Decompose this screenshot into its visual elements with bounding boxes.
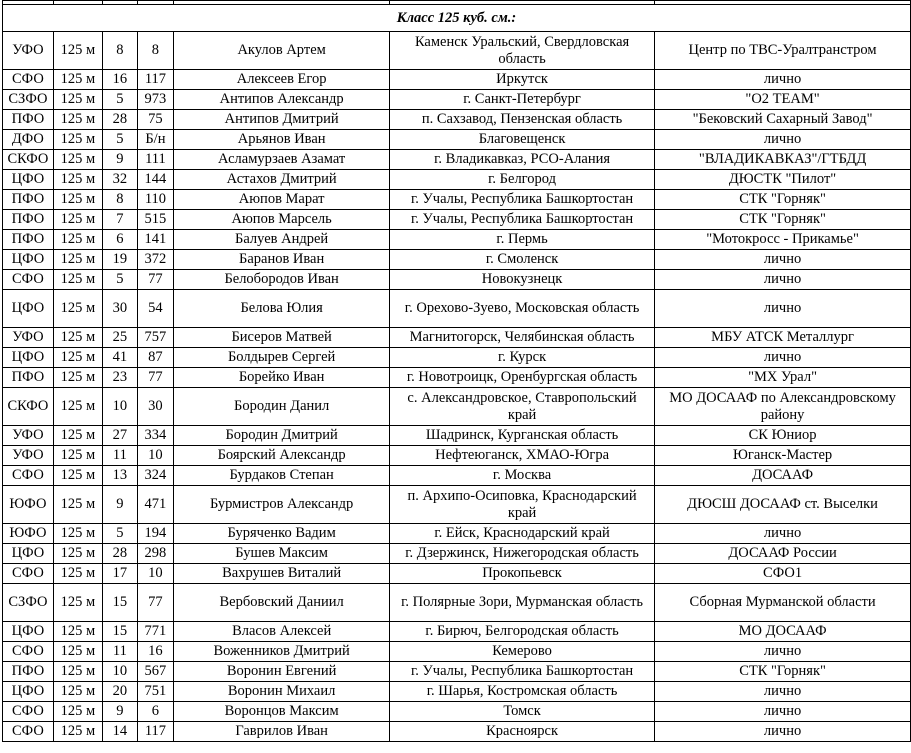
rider-name-cell: Бисеров Матвей bbox=[174, 328, 390, 348]
table-row bbox=[3, 328, 911, 348]
team-cell: ДЮСТК "Пилот" bbox=[655, 170, 911, 190]
table-row bbox=[3, 250, 911, 270]
rider-name-cell: Борейко Иван bbox=[174, 368, 390, 388]
city-cell: Шадринск, Курганская область bbox=[390, 426, 655, 446]
number-cell: 75 bbox=[137, 110, 174, 130]
team-cell: лично bbox=[655, 722, 911, 742]
number-cell: 757 bbox=[137, 328, 174, 348]
table-row bbox=[3, 426, 911, 446]
team-cell: МО ДОСААФ по Александровскому району bbox=[655, 388, 911, 426]
team-cell: ДЮСШ ДОСААФ ст. Выселки bbox=[655, 486, 911, 524]
age-cell: 8 bbox=[103, 190, 138, 210]
team-cell: лично bbox=[655, 70, 911, 90]
team-cell: Центр по ТВС-Уралтранстром bbox=[655, 32, 911, 70]
table-row bbox=[3, 230, 911, 250]
class-cell: 125 м bbox=[53, 622, 102, 642]
number-cell: Б/н bbox=[137, 130, 174, 150]
team-cell: лично bbox=[655, 130, 911, 150]
region-cell: ЦФО bbox=[3, 290, 54, 328]
number-cell: 8 bbox=[137, 32, 174, 70]
city-cell: г. Орехово-Зуево, Московская область bbox=[390, 290, 655, 328]
class-cell: 125 м bbox=[53, 524, 102, 544]
age-cell: 5 bbox=[103, 270, 138, 290]
rider-name-cell: Буряченко Вадим bbox=[174, 524, 390, 544]
class-cell: 125 м bbox=[53, 722, 102, 742]
team-cell: ДОСААФ bbox=[655, 466, 911, 486]
region-cell: СФО bbox=[3, 70, 54, 90]
age-cell: 9 bbox=[103, 150, 138, 170]
rider-name-cell: Акулов Артем bbox=[174, 32, 390, 70]
class-cell: 125 м bbox=[53, 388, 102, 426]
city-cell: г. Москва bbox=[390, 466, 655, 486]
table-row bbox=[3, 446, 911, 466]
rider-name-cell: Боярский Александр bbox=[174, 446, 390, 466]
rider-name-cell: Болдырев Сергей bbox=[174, 348, 390, 368]
region-cell: ЦФО bbox=[3, 170, 54, 190]
number-cell: 334 bbox=[137, 426, 174, 446]
number-cell: 10 bbox=[137, 564, 174, 584]
region-cell: СФО bbox=[3, 642, 54, 662]
class-cell: 125 м bbox=[53, 190, 102, 210]
age-cell: 32 bbox=[103, 170, 138, 190]
number-cell: 324 bbox=[137, 466, 174, 486]
class-cell: 125 м bbox=[53, 110, 102, 130]
city-cell: г. Бирюч, Белгородская область bbox=[390, 622, 655, 642]
rider-name-cell: Бушев Максим bbox=[174, 544, 390, 564]
city-cell: г. Курск bbox=[390, 348, 655, 368]
rider-name-cell: Алексеев Егор bbox=[174, 70, 390, 90]
number-cell: 54 bbox=[137, 290, 174, 328]
table-row bbox=[3, 90, 911, 110]
number-cell: 77 bbox=[137, 270, 174, 290]
rider-name-cell: Воронцов Максим bbox=[174, 702, 390, 722]
team-cell: лично bbox=[655, 524, 911, 544]
region-cell: ДФО bbox=[3, 130, 54, 150]
city-cell: г. Учалы, Республика Башкортостан bbox=[390, 662, 655, 682]
class-cell: 125 м bbox=[53, 150, 102, 170]
results-sheet bbox=[2, 0, 911, 742]
city-cell: г. Учалы, Республика Башкортостан bbox=[390, 210, 655, 230]
team-cell: лично bbox=[655, 642, 911, 662]
age-cell: 28 bbox=[103, 110, 138, 130]
age-cell: 5 bbox=[103, 90, 138, 110]
age-cell: 15 bbox=[103, 622, 138, 642]
city-cell: Иркутск bbox=[390, 70, 655, 90]
city-cell: г. Владикавказ, РСО-Алания bbox=[390, 150, 655, 170]
number-cell: 111 bbox=[137, 150, 174, 170]
results-table-body bbox=[3, 1, 911, 742]
region-cell: ЦФО bbox=[3, 622, 54, 642]
rider-name-cell: Бурдаков Степан bbox=[174, 466, 390, 486]
city-cell: г. Санкт-Петербург bbox=[390, 90, 655, 110]
age-cell: 10 bbox=[103, 662, 138, 682]
city-cell: Красноярск bbox=[390, 722, 655, 742]
team-cell: Сборная Мурманской области bbox=[655, 584, 911, 622]
city-cell: с. Александровское, Ставропольский край bbox=[390, 388, 655, 426]
rider-name-cell: Воронин Евгений bbox=[174, 662, 390, 682]
number-cell: 771 bbox=[137, 622, 174, 642]
class-cell: 125 м bbox=[53, 90, 102, 110]
region-cell: УФО bbox=[3, 32, 54, 70]
rider-name-cell: Бородин Данил bbox=[174, 388, 390, 426]
age-cell: 11 bbox=[103, 446, 138, 466]
city-cell: г. Белгород bbox=[390, 170, 655, 190]
number-cell: 144 bbox=[137, 170, 174, 190]
table-row bbox=[3, 642, 911, 662]
table-row bbox=[3, 388, 911, 426]
team-cell: "ВЛАДИКАВКАЗ"/ГТБДД bbox=[655, 150, 911, 170]
region-cell: СКФО bbox=[3, 150, 54, 170]
team-cell: лично bbox=[655, 270, 911, 290]
table-row bbox=[3, 130, 911, 150]
city-cell: г. Полярные Зори, Мурманская область bbox=[390, 584, 655, 622]
age-cell: 7 bbox=[103, 210, 138, 230]
class-cell: 125 м bbox=[53, 290, 102, 328]
table-row bbox=[3, 466, 911, 486]
team-cell: МО ДОСААФ bbox=[655, 622, 911, 642]
city-cell: Магнитогорск, Челябинская область bbox=[390, 328, 655, 348]
team-cell: СК Юниор bbox=[655, 426, 911, 446]
age-cell: 19 bbox=[103, 250, 138, 270]
age-cell: 9 bbox=[103, 702, 138, 722]
age-cell: 11 bbox=[103, 642, 138, 662]
table-row bbox=[3, 170, 911, 190]
age-cell: 9 bbox=[103, 486, 138, 524]
table-row bbox=[3, 662, 911, 682]
class-cell: 125 м bbox=[53, 642, 102, 662]
class-cell: 125 м bbox=[53, 32, 102, 70]
number-cell: 10 bbox=[137, 446, 174, 466]
age-cell: 27 bbox=[103, 426, 138, 446]
number-cell: 298 bbox=[137, 544, 174, 564]
table-row bbox=[3, 290, 911, 328]
team-cell: СТК "Горняк" bbox=[655, 210, 911, 230]
table-row bbox=[3, 270, 911, 290]
table-row bbox=[3, 486, 911, 524]
number-cell: 16 bbox=[137, 642, 174, 662]
number-cell: 77 bbox=[137, 584, 174, 622]
region-cell: ЦФО bbox=[3, 544, 54, 564]
team-cell: лично bbox=[655, 290, 911, 328]
region-cell: СКФО bbox=[3, 388, 54, 426]
class-cell: 125 м bbox=[53, 230, 102, 250]
table-row bbox=[3, 584, 911, 622]
city-cell: Нефтеюганск, ХМАО-Югра bbox=[390, 446, 655, 466]
age-cell: 6 bbox=[103, 230, 138, 250]
team-cell: ДОСААФ России bbox=[655, 544, 911, 564]
class-cell: 125 м bbox=[53, 662, 102, 682]
city-cell: г. Ейск, Краснодарский край bbox=[390, 524, 655, 544]
region-cell: УФО bbox=[3, 446, 54, 466]
table-row bbox=[3, 722, 911, 742]
region-cell: СФО bbox=[3, 466, 54, 486]
region-cell: СЗФО bbox=[3, 584, 54, 622]
class-cell: 125 м bbox=[53, 564, 102, 584]
age-cell: 5 bbox=[103, 524, 138, 544]
number-cell: 6 bbox=[137, 702, 174, 722]
age-cell: 14 bbox=[103, 722, 138, 742]
rider-name-cell: Аюпов Марат bbox=[174, 190, 390, 210]
class-cell: 125 м bbox=[53, 446, 102, 466]
class-cell: 125 м bbox=[53, 466, 102, 486]
table-row bbox=[3, 564, 911, 584]
table-row bbox=[3, 150, 911, 170]
age-cell: 10 bbox=[103, 388, 138, 426]
region-cell: ПФО bbox=[3, 368, 54, 388]
age-cell: 15 bbox=[103, 584, 138, 622]
number-cell: 194 bbox=[137, 524, 174, 544]
table-row bbox=[3, 622, 911, 642]
region-cell: УФО bbox=[3, 426, 54, 446]
city-cell: п. Сахзавод, Пензенская область bbox=[390, 110, 655, 130]
team-cell: лично bbox=[655, 682, 911, 702]
class-cell: 125 м bbox=[53, 170, 102, 190]
age-cell: 13 bbox=[103, 466, 138, 486]
city-cell: г. Новотроицк, Оренбургская область bbox=[390, 368, 655, 388]
team-cell: МБУ АТСК Металлург bbox=[655, 328, 911, 348]
class-heading-row bbox=[3, 5, 911, 32]
rider-name-cell: Вахрушев Виталий bbox=[174, 564, 390, 584]
region-cell: ЦФО bbox=[3, 250, 54, 270]
city-cell: г. Дзержинск, Нижегородская область bbox=[390, 544, 655, 564]
age-cell: 23 bbox=[103, 368, 138, 388]
class-cell: 125 м bbox=[53, 270, 102, 290]
age-cell: 41 bbox=[103, 348, 138, 368]
rider-name-cell: Баранов Иван bbox=[174, 250, 390, 270]
team-cell: "МХ Урал" bbox=[655, 368, 911, 388]
number-cell: 973 bbox=[137, 90, 174, 110]
number-cell: 30 bbox=[137, 388, 174, 426]
region-cell: СФО bbox=[3, 270, 54, 290]
rider-name-cell: Арьянов Иван bbox=[174, 130, 390, 150]
city-cell: Прокопьевск bbox=[390, 564, 655, 584]
age-cell: 5 bbox=[103, 130, 138, 150]
number-cell: 141 bbox=[137, 230, 174, 250]
region-cell: ПФО bbox=[3, 190, 54, 210]
region-cell: ЦФО bbox=[3, 348, 54, 368]
table-row bbox=[3, 524, 911, 544]
class-cell: 125 м bbox=[53, 70, 102, 90]
table-row bbox=[3, 348, 911, 368]
age-cell: 16 bbox=[103, 70, 138, 90]
rider-name-cell: Белова Юлия bbox=[174, 290, 390, 328]
age-cell: 28 bbox=[103, 544, 138, 564]
table-row bbox=[3, 70, 911, 90]
class-cell: 125 м bbox=[53, 682, 102, 702]
region-cell: ПФО bbox=[3, 662, 54, 682]
rider-name-cell: Гаврилов Иван bbox=[174, 722, 390, 742]
number-cell: 110 bbox=[137, 190, 174, 210]
rider-name-cell: Власов Алексей bbox=[174, 622, 390, 642]
results-table bbox=[2, 0, 911, 742]
number-cell: 117 bbox=[137, 722, 174, 742]
table-row bbox=[3, 682, 911, 702]
class-cell: 125 м bbox=[53, 544, 102, 564]
rider-name-cell: Аюпов Марсель bbox=[174, 210, 390, 230]
city-cell: Новокузнецк bbox=[390, 270, 655, 290]
class-cell: 125 м bbox=[53, 130, 102, 150]
rider-name-cell: Астахов Дмитрий bbox=[174, 170, 390, 190]
number-cell: 87 bbox=[137, 348, 174, 368]
team-cell: СТК "Горняк" bbox=[655, 190, 911, 210]
region-cell: ПФО bbox=[3, 210, 54, 230]
city-cell: Кемерово bbox=[390, 642, 655, 662]
rider-name-cell: Воронин Михаил bbox=[174, 682, 390, 702]
class-heading: Класс 125 куб. см.: bbox=[3, 5, 911, 32]
table-row bbox=[3, 210, 911, 230]
table-row bbox=[3, 368, 911, 388]
rider-name-cell: Бурмистров Александр bbox=[174, 486, 390, 524]
region-cell: СФО bbox=[3, 564, 54, 584]
number-cell: 515 bbox=[137, 210, 174, 230]
table-row bbox=[3, 190, 911, 210]
class-cell: 125 м bbox=[53, 328, 102, 348]
age-cell: 25 bbox=[103, 328, 138, 348]
table-row bbox=[3, 32, 911, 70]
age-cell: 17 bbox=[103, 564, 138, 584]
team-cell: Юганск-Мастер bbox=[655, 446, 911, 466]
city-cell: п. Архипо-Осиповка, Краснодарский край bbox=[390, 486, 655, 524]
number-cell: 77 bbox=[137, 368, 174, 388]
region-cell: СФО bbox=[3, 722, 54, 742]
city-cell: г. Учалы, Республика Башкортостан bbox=[390, 190, 655, 210]
age-cell: 20 bbox=[103, 682, 138, 702]
city-cell: г. Пермь bbox=[390, 230, 655, 250]
age-cell: 8 bbox=[103, 32, 138, 70]
region-cell: ЮФО bbox=[3, 524, 54, 544]
table-row bbox=[3, 110, 911, 130]
team-cell: лично bbox=[655, 348, 911, 368]
region-cell: ЦФО bbox=[3, 682, 54, 702]
age-cell: 30 bbox=[103, 290, 138, 328]
class-cell: 125 м bbox=[53, 702, 102, 722]
class-cell: 125 м bbox=[53, 368, 102, 388]
region-cell: ПФО bbox=[3, 110, 54, 130]
city-cell: Томск bbox=[390, 702, 655, 722]
team-cell: СФО1 bbox=[655, 564, 911, 584]
team-cell: лично bbox=[655, 702, 911, 722]
number-cell: 117 bbox=[137, 70, 174, 90]
region-cell: ЮФО bbox=[3, 486, 54, 524]
class-cell: 125 м bbox=[53, 210, 102, 230]
rider-name-cell: Вербовский Даниил bbox=[174, 584, 390, 622]
team-cell: лично bbox=[655, 250, 911, 270]
number-cell: 471 bbox=[137, 486, 174, 524]
rider-name-cell: Асламурзаев Азамат bbox=[174, 150, 390, 170]
region-cell: СЗФО bbox=[3, 90, 54, 110]
rider-name-cell: Антипов Александр bbox=[174, 90, 390, 110]
city-cell: Каменск Уральский, Свердловская область bbox=[390, 32, 655, 70]
team-cell: "О2 TEAM" bbox=[655, 90, 911, 110]
rider-name-cell: Воженников Дмитрий bbox=[174, 642, 390, 662]
team-cell: "Бековский Сахарный Завод" bbox=[655, 110, 911, 130]
number-cell: 372 bbox=[137, 250, 174, 270]
class-cell: 125 м bbox=[53, 584, 102, 622]
class-cell: 125 м bbox=[53, 250, 102, 270]
city-cell: г. Смоленск bbox=[390, 250, 655, 270]
number-cell: 751 bbox=[137, 682, 174, 702]
rider-name-cell: Балуев Андрей bbox=[174, 230, 390, 250]
table-row bbox=[3, 544, 911, 564]
table-row bbox=[3, 702, 911, 722]
class-cell: 125 м bbox=[53, 348, 102, 368]
rider-name-cell: Антипов Дмитрий bbox=[174, 110, 390, 130]
city-cell: г. Шарья, Костромская область bbox=[390, 682, 655, 702]
region-cell: СФО bbox=[3, 702, 54, 722]
rider-name-cell: Белобородов Иван bbox=[174, 270, 390, 290]
city-cell: Благовещенск bbox=[390, 130, 655, 150]
team-cell: "Мотокросс - Прикамье" bbox=[655, 230, 911, 250]
class-cell: 125 м bbox=[53, 426, 102, 446]
number-cell: 567 bbox=[137, 662, 174, 682]
team-cell: СТК "Горняк" bbox=[655, 662, 911, 682]
region-cell: ПФО bbox=[3, 230, 54, 250]
class-cell: 125 м bbox=[53, 486, 102, 524]
region-cell: УФО bbox=[3, 328, 54, 348]
rider-name-cell: Бородин Дмитрий bbox=[174, 426, 390, 446]
